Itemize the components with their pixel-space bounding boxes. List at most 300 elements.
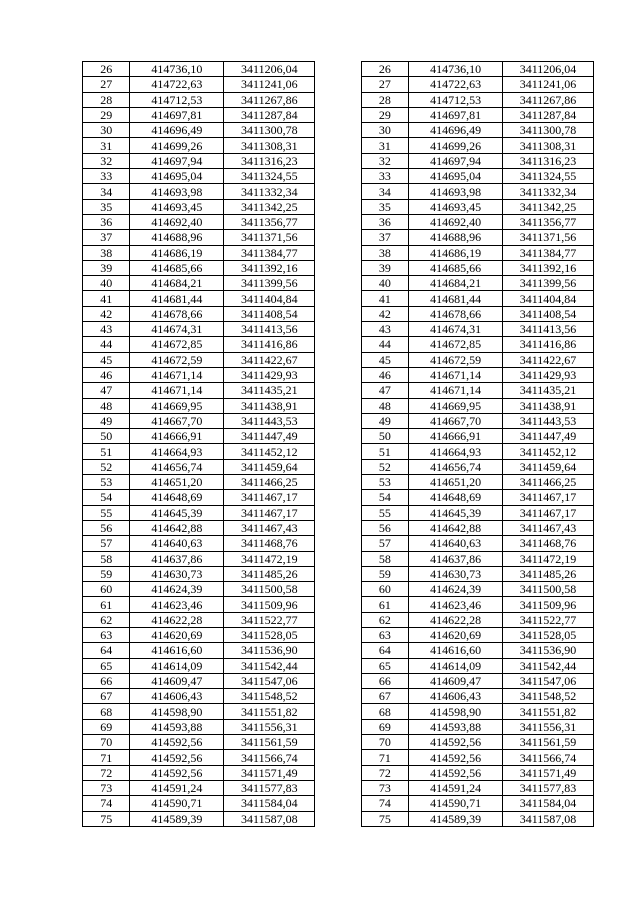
- left-x-coordinate-cell: 414697,94: [130, 153, 224, 168]
- left-x-coordinate-cell: 414592,56: [130, 735, 224, 750]
- left-x-coordinate-cell: 414693,45: [130, 199, 224, 214]
- left-y-coordinate-cell: 3411324,55: [224, 169, 315, 184]
- right-point-number-cell: 54: [361, 490, 408, 505]
- left-point-number-cell: 47: [83, 383, 130, 398]
- column-gap-cell: [315, 520, 361, 535]
- left-x-coordinate-cell: 414656,74: [130, 459, 224, 474]
- left-y-coordinate-cell: 3411435,21: [224, 383, 315, 398]
- right-x-coordinate-cell: 414606,43: [409, 689, 503, 704]
- left-y-coordinate-cell: 3411467,17: [224, 490, 315, 505]
- right-point-number-cell: 67: [361, 689, 408, 704]
- table-row: [83, 291, 594, 306]
- left-point-number-cell: 45: [83, 352, 130, 367]
- left-y-coordinate-cell: 3411548,52: [224, 689, 315, 704]
- table-row: [83, 413, 594, 428]
- right-point-number-cell: 40: [361, 276, 408, 291]
- left-y-coordinate-cell: 3411384,77: [224, 245, 315, 260]
- table-row: [83, 551, 594, 566]
- right-x-coordinate-cell: 414620,69: [409, 627, 503, 642]
- left-point-number-cell: 74: [83, 796, 130, 811]
- right-x-coordinate-cell: 414669,95: [409, 398, 503, 413]
- left-x-coordinate-cell: 414695,04: [130, 169, 224, 184]
- left-point-number-cell: 71: [83, 750, 130, 765]
- column-gap-cell: [315, 429, 361, 444]
- column-gap-cell: [315, 77, 361, 92]
- right-x-coordinate-cell: 414674,31: [409, 322, 503, 337]
- right-point-number-cell: 74: [361, 796, 408, 811]
- left-point-number-cell: 32: [83, 153, 130, 168]
- left-point-number-cell: 29: [83, 107, 130, 122]
- right-y-coordinate-cell: 3411459,64: [503, 459, 594, 474]
- right-point-number-cell: 44: [361, 337, 408, 352]
- table-row: [83, 627, 594, 642]
- right-x-coordinate-cell: 414722,63: [409, 77, 503, 92]
- right-x-coordinate-cell: 414672,59: [409, 352, 503, 367]
- left-x-coordinate-cell: 414671,14: [130, 383, 224, 398]
- left-point-number-cell: 70: [83, 735, 130, 750]
- left-x-coordinate-cell: 414685,66: [130, 260, 224, 275]
- right-y-coordinate-cell: 3411241,06: [503, 77, 594, 92]
- right-x-coordinate-cell: 414692,40: [409, 214, 503, 229]
- table-row: [83, 811, 594, 826]
- right-point-number-cell: 51: [361, 444, 408, 459]
- left-point-number-cell: 54: [83, 490, 130, 505]
- column-gap-cell: [315, 214, 361, 229]
- right-x-coordinate-cell: 414623,46: [409, 597, 503, 612]
- column-gap-cell: [315, 383, 361, 398]
- left-x-coordinate-cell: 414606,43: [130, 689, 224, 704]
- left-y-coordinate-cell: 3411466,25: [224, 475, 315, 490]
- table-row: [83, 490, 594, 505]
- right-x-coordinate-cell: 414681,44: [409, 291, 503, 306]
- left-point-number-cell: 46: [83, 367, 130, 382]
- left-point-number-cell: 56: [83, 520, 130, 535]
- column-gap-cell: [315, 107, 361, 122]
- left-point-number-cell: 36: [83, 214, 130, 229]
- left-point-number-cell: 39: [83, 260, 130, 275]
- right-y-coordinate-cell: 3411429,93: [503, 367, 594, 382]
- column-gap-cell: [315, 291, 361, 306]
- left-point-number-cell: 48: [83, 398, 130, 413]
- left-point-number-cell: 60: [83, 582, 130, 597]
- right-x-coordinate-cell: 414671,14: [409, 367, 503, 382]
- right-x-coordinate-cell: 414686,19: [409, 245, 503, 260]
- left-x-coordinate-cell: 414592,56: [130, 765, 224, 780]
- right-x-coordinate-cell: 414685,66: [409, 260, 503, 275]
- right-point-number-cell: 32: [361, 153, 408, 168]
- table-row: [83, 643, 594, 658]
- left-x-coordinate-cell: 414591,24: [130, 780, 224, 795]
- left-x-coordinate-cell: 414688,96: [130, 230, 224, 245]
- column-gap-cell: [315, 260, 361, 275]
- right-x-coordinate-cell: 414667,70: [409, 413, 503, 428]
- left-x-coordinate-cell: 414609,47: [130, 673, 224, 688]
- right-y-coordinate-cell: 3411467,17: [503, 490, 594, 505]
- table-row: [83, 673, 594, 688]
- left-point-number-cell: 69: [83, 719, 130, 734]
- left-y-coordinate-cell: 3411561,59: [224, 735, 315, 750]
- column-gap-cell: [315, 199, 361, 214]
- right-point-number-cell: 72: [361, 765, 408, 780]
- left-y-coordinate-cell: 3411413,56: [224, 322, 315, 337]
- left-point-number-cell: 57: [83, 536, 130, 551]
- right-x-coordinate-cell: 414590,71: [409, 796, 503, 811]
- right-point-number-cell: 30: [361, 123, 408, 138]
- right-y-coordinate-cell: 3411447,49: [503, 429, 594, 444]
- left-point-number-cell: 37: [83, 230, 130, 245]
- left-x-coordinate-cell: 414651,20: [130, 475, 224, 490]
- right-x-coordinate-cell: 414678,66: [409, 306, 503, 321]
- table-row: [83, 199, 594, 214]
- left-y-coordinate-cell: 3411332,34: [224, 184, 315, 199]
- right-x-coordinate-cell: 414684,21: [409, 276, 503, 291]
- right-point-number-cell: 36: [361, 214, 408, 229]
- left-y-coordinate-cell: 3411551,82: [224, 704, 315, 719]
- left-point-number-cell: 68: [83, 704, 130, 719]
- table-row: [83, 704, 594, 719]
- left-y-coordinate-cell: 3411459,64: [224, 459, 315, 474]
- column-gap-cell: [315, 673, 361, 688]
- column-gap-cell: [315, 276, 361, 291]
- right-y-coordinate-cell: 3411452,12: [503, 444, 594, 459]
- right-y-coordinate-cell: 3411443,53: [503, 413, 594, 428]
- right-point-number-cell: 73: [361, 780, 408, 795]
- table-row: [83, 62, 594, 77]
- right-point-number-cell: 48: [361, 398, 408, 413]
- right-y-coordinate-cell: 3411466,25: [503, 475, 594, 490]
- column-gap-cell: [315, 184, 361, 199]
- left-point-number-cell: 62: [83, 612, 130, 627]
- left-x-coordinate-cell: 414637,86: [130, 551, 224, 566]
- left-y-coordinate-cell: 3411522,77: [224, 612, 315, 627]
- column-gap-cell: [315, 811, 361, 826]
- right-point-number-cell: 56: [361, 520, 408, 535]
- right-x-coordinate-cell: 414697,94: [409, 153, 503, 168]
- left-y-coordinate-cell: 3411342,25: [224, 199, 315, 214]
- table-row: [83, 92, 594, 107]
- table-row: [83, 383, 594, 398]
- left-point-number-cell: 52: [83, 459, 130, 474]
- right-point-number-cell: 41: [361, 291, 408, 306]
- table-row: [83, 520, 594, 535]
- table-row: [83, 169, 594, 184]
- right-y-coordinate-cell: 3411556,31: [503, 719, 594, 734]
- left-x-coordinate-cell: 414620,69: [130, 627, 224, 642]
- right-x-coordinate-cell: 414645,39: [409, 505, 503, 520]
- left-x-coordinate-cell: 414671,14: [130, 367, 224, 382]
- left-x-coordinate-cell: 414692,40: [130, 214, 224, 229]
- left-x-coordinate-cell: 414630,73: [130, 566, 224, 581]
- table-row: [83, 444, 594, 459]
- left-point-number-cell: 42: [83, 306, 130, 321]
- right-y-coordinate-cell: 3411584,04: [503, 796, 594, 811]
- column-gap-cell: [315, 153, 361, 168]
- left-y-coordinate-cell: 3411241,06: [224, 77, 315, 92]
- left-x-coordinate-cell: 414622,28: [130, 612, 224, 627]
- right-y-coordinate-cell: 3411485,26: [503, 566, 594, 581]
- right-point-number-cell: 66: [361, 673, 408, 688]
- right-x-coordinate-cell: 414656,74: [409, 459, 503, 474]
- right-y-coordinate-cell: 3411472,19: [503, 551, 594, 566]
- right-x-coordinate-cell: 414672,85: [409, 337, 503, 352]
- left-point-number-cell: 59: [83, 566, 130, 581]
- left-x-coordinate-cell: 414699,26: [130, 138, 224, 153]
- column-gap-cell: [315, 704, 361, 719]
- column-gap-cell: [315, 62, 361, 77]
- left-point-number-cell: 44: [83, 337, 130, 352]
- left-x-coordinate-cell: 414693,98: [130, 184, 224, 199]
- left-y-coordinate-cell: 3411571,49: [224, 765, 315, 780]
- left-y-coordinate-cell: 3411206,04: [224, 62, 315, 77]
- right-point-number-cell: 52: [361, 459, 408, 474]
- table-row: [83, 429, 594, 444]
- table-row: [83, 230, 594, 245]
- table-row: [83, 138, 594, 153]
- left-y-coordinate-cell: 3411416,86: [224, 337, 315, 352]
- right-point-number-cell: 27: [361, 77, 408, 92]
- right-x-coordinate-cell: 414712,53: [409, 92, 503, 107]
- column-gap-cell: [315, 413, 361, 428]
- right-x-coordinate-cell: 414609,47: [409, 673, 503, 688]
- table-row: [83, 566, 594, 581]
- right-y-coordinate-cell: 3411547,06: [503, 673, 594, 688]
- column-gap-cell: [315, 398, 361, 413]
- left-point-number-cell: 75: [83, 811, 130, 826]
- left-y-coordinate-cell: 3411408,54: [224, 306, 315, 321]
- right-x-coordinate-cell: 414693,98: [409, 184, 503, 199]
- right-y-coordinate-cell: 3411522,77: [503, 612, 594, 627]
- table-row: [83, 612, 594, 627]
- right-y-coordinate-cell: 3411404,84: [503, 291, 594, 306]
- right-point-number-cell: 62: [361, 612, 408, 627]
- right-y-coordinate-cell: 3411206,04: [503, 62, 594, 77]
- left-y-coordinate-cell: 3411443,53: [224, 413, 315, 428]
- table-row: [83, 153, 594, 168]
- left-y-coordinate-cell: 3411267,86: [224, 92, 315, 107]
- left-y-coordinate-cell: 3411371,56: [224, 230, 315, 245]
- left-point-number-cell: 63: [83, 627, 130, 642]
- right-y-coordinate-cell: 3411528,05: [503, 627, 594, 642]
- right-y-coordinate-cell: 3411571,49: [503, 765, 594, 780]
- right-point-number-cell: 57: [361, 536, 408, 551]
- left-y-coordinate-cell: 3411316,23: [224, 153, 315, 168]
- right-x-coordinate-cell: 414666,91: [409, 429, 503, 444]
- left-y-coordinate-cell: 3411587,08: [224, 811, 315, 826]
- left-y-coordinate-cell: 3411536,90: [224, 643, 315, 658]
- left-point-number-cell: 35: [83, 199, 130, 214]
- right-x-coordinate-cell: 414699,26: [409, 138, 503, 153]
- right-y-coordinate-cell: 3411300,78: [503, 123, 594, 138]
- right-x-coordinate-cell: 414624,39: [409, 582, 503, 597]
- right-point-number-cell: 60: [361, 582, 408, 597]
- left-point-number-cell: 64: [83, 643, 130, 658]
- right-y-coordinate-cell: 3411308,31: [503, 138, 594, 153]
- right-point-number-cell: 68: [361, 704, 408, 719]
- right-x-coordinate-cell: 414593,88: [409, 719, 503, 734]
- left-point-number-cell: 67: [83, 689, 130, 704]
- left-x-coordinate-cell: 414672,85: [130, 337, 224, 352]
- right-y-coordinate-cell: 3411316,23: [503, 153, 594, 168]
- right-point-number-cell: 39: [361, 260, 408, 275]
- right-point-number-cell: 71: [361, 750, 408, 765]
- right-y-coordinate-cell: 3411267,86: [503, 92, 594, 107]
- right-y-coordinate-cell: 3411438,91: [503, 398, 594, 413]
- right-x-coordinate-cell: 414592,56: [409, 765, 503, 780]
- left-x-coordinate-cell: 414589,39: [130, 811, 224, 826]
- left-point-number-cell: 66: [83, 673, 130, 688]
- right-y-coordinate-cell: 3411548,52: [503, 689, 594, 704]
- right-y-coordinate-cell: 3411422,67: [503, 352, 594, 367]
- column-gap-cell: [315, 643, 361, 658]
- right-x-coordinate-cell: 414592,56: [409, 750, 503, 765]
- column-gap-cell: [315, 490, 361, 505]
- table-row: [83, 306, 594, 321]
- left-x-coordinate-cell: 414697,81: [130, 107, 224, 122]
- column-gap-cell: [315, 92, 361, 107]
- left-point-number-cell: 40: [83, 276, 130, 291]
- column-gap-cell: [315, 551, 361, 566]
- left-point-number-cell: 53: [83, 475, 130, 490]
- right-x-coordinate-cell: 414648,69: [409, 490, 503, 505]
- table-row: [83, 597, 594, 612]
- column-gap-cell: [315, 796, 361, 811]
- left-x-coordinate-cell: 414672,59: [130, 352, 224, 367]
- table-row: [83, 689, 594, 704]
- right-x-coordinate-cell: 414736,10: [409, 62, 503, 77]
- column-gap-cell: [315, 138, 361, 153]
- right-y-coordinate-cell: 3411566,74: [503, 750, 594, 765]
- column-gap-cell: [315, 123, 361, 138]
- left-y-coordinate-cell: 3411399,56: [224, 276, 315, 291]
- left-y-coordinate-cell: 3411584,04: [224, 796, 315, 811]
- right-y-coordinate-cell: 3411467,43: [503, 520, 594, 535]
- left-point-number-cell: 26: [83, 62, 130, 77]
- table-row: [83, 123, 594, 138]
- left-x-coordinate-cell: 414598,90: [130, 704, 224, 719]
- right-x-coordinate-cell: 414651,20: [409, 475, 503, 490]
- table-row: [83, 322, 594, 337]
- right-y-coordinate-cell: 3411371,56: [503, 230, 594, 245]
- left-point-number-cell: 58: [83, 551, 130, 566]
- table-row: [83, 658, 594, 673]
- right-point-number-cell: 47: [361, 383, 408, 398]
- right-x-coordinate-cell: 414592,56: [409, 735, 503, 750]
- left-point-number-cell: 55: [83, 505, 130, 520]
- right-x-coordinate-cell: 414671,14: [409, 383, 503, 398]
- right-x-coordinate-cell: 414640,63: [409, 536, 503, 551]
- right-y-coordinate-cell: 3411542,44: [503, 658, 594, 673]
- right-x-coordinate-cell: 414693,45: [409, 199, 503, 214]
- left-point-number-cell: 34: [83, 184, 130, 199]
- right-y-coordinate-cell: 3411287,84: [503, 107, 594, 122]
- right-x-coordinate-cell: 414598,90: [409, 704, 503, 719]
- right-point-number-cell: 28: [361, 92, 408, 107]
- column-gap-cell: [315, 475, 361, 490]
- table-row: [83, 184, 594, 199]
- column-gap-cell: [315, 750, 361, 765]
- left-y-coordinate-cell: 3411452,12: [224, 444, 315, 459]
- column-gap-cell: [315, 459, 361, 474]
- table-row: [83, 367, 594, 382]
- table-row: [83, 735, 594, 750]
- left-x-coordinate-cell: 414696,49: [130, 123, 224, 138]
- table-row: [83, 719, 594, 734]
- left-point-number-cell: 61: [83, 597, 130, 612]
- left-x-coordinate-cell: 414712,53: [130, 92, 224, 107]
- table-row: [83, 214, 594, 229]
- left-point-number-cell: 50: [83, 429, 130, 444]
- left-x-coordinate-cell: 414614,09: [130, 658, 224, 673]
- left-x-coordinate-cell: 414623,46: [130, 597, 224, 612]
- left-y-coordinate-cell: 3411308,31: [224, 138, 315, 153]
- right-x-coordinate-cell: 414642,88: [409, 520, 503, 535]
- left-y-coordinate-cell: 3411542,44: [224, 658, 315, 673]
- column-gap-cell: [315, 612, 361, 627]
- right-y-coordinate-cell: 3411332,34: [503, 184, 594, 199]
- column-gap-cell: [315, 780, 361, 795]
- right-y-coordinate-cell: 3411551,82: [503, 704, 594, 719]
- left-y-coordinate-cell: 3411528,05: [224, 627, 315, 642]
- column-gap-cell: [315, 719, 361, 734]
- column-gap-cell: [315, 337, 361, 352]
- right-point-number-cell: 59: [361, 566, 408, 581]
- table-row: [83, 337, 594, 352]
- left-y-coordinate-cell: 3411556,31: [224, 719, 315, 734]
- left-x-coordinate-cell: 414686,19: [130, 245, 224, 260]
- left-x-coordinate-cell: 414592,56: [130, 750, 224, 765]
- right-x-coordinate-cell: 414589,39: [409, 811, 503, 826]
- right-y-coordinate-cell: 3411536,90: [503, 643, 594, 658]
- right-y-coordinate-cell: 3411435,21: [503, 383, 594, 398]
- right-x-coordinate-cell: 414688,96: [409, 230, 503, 245]
- left-y-coordinate-cell: 3411287,84: [224, 107, 315, 122]
- left-point-number-cell: 28: [83, 92, 130, 107]
- coordinates-table: [82, 61, 594, 827]
- table-row: [83, 505, 594, 520]
- right-point-number-cell: 45: [361, 352, 408, 367]
- left-x-coordinate-cell: 414624,39: [130, 582, 224, 597]
- left-x-coordinate-cell: 414593,88: [130, 719, 224, 734]
- table-row: [83, 475, 594, 490]
- column-gap-cell: [315, 765, 361, 780]
- column-gap-cell: [315, 627, 361, 642]
- column-gap-cell: [315, 735, 361, 750]
- left-point-number-cell: 43: [83, 322, 130, 337]
- table-row: [83, 352, 594, 367]
- table-row: [83, 780, 594, 795]
- column-gap-cell: [315, 306, 361, 321]
- right-y-coordinate-cell: 3411468,76: [503, 536, 594, 551]
- left-x-coordinate-cell: 414669,95: [130, 398, 224, 413]
- left-y-coordinate-cell: 3411500,58: [224, 582, 315, 597]
- right-point-number-cell: 26: [361, 62, 408, 77]
- right-point-number-cell: 29: [361, 107, 408, 122]
- right-point-number-cell: 64: [361, 643, 408, 658]
- table-row: [83, 77, 594, 92]
- right-y-coordinate-cell: 3411509,96: [503, 597, 594, 612]
- right-x-coordinate-cell: 414664,93: [409, 444, 503, 459]
- table-row: [83, 582, 594, 597]
- left-point-number-cell: 30: [83, 123, 130, 138]
- right-point-number-cell: 50: [361, 429, 408, 444]
- column-gap-cell: [315, 658, 361, 673]
- left-y-coordinate-cell: 3411577,83: [224, 780, 315, 795]
- right-point-number-cell: 75: [361, 811, 408, 826]
- coordinates-table-body: [83, 62, 594, 827]
- right-point-number-cell: 69: [361, 719, 408, 734]
- right-x-coordinate-cell: 414630,73: [409, 566, 503, 581]
- left-x-coordinate-cell: 414648,69: [130, 490, 224, 505]
